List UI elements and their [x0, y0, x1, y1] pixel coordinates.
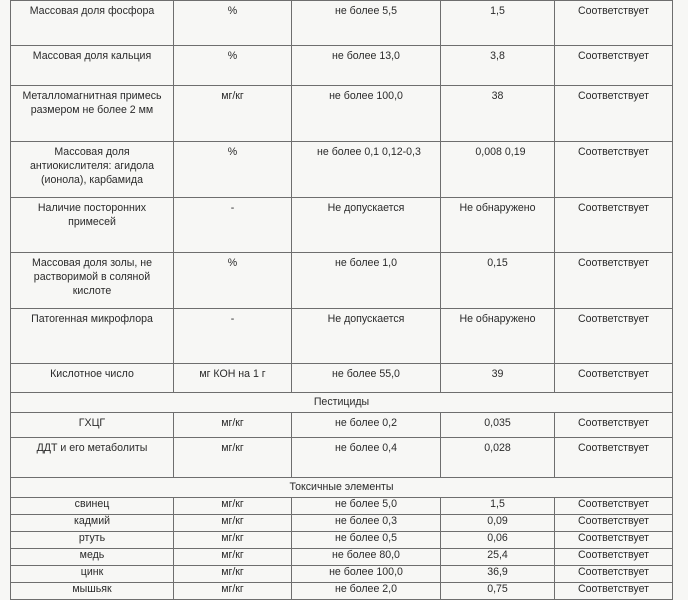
- table-row: [11, 198, 673, 253]
- norm-cell: не более 0,5: [292, 532, 441, 549]
- unit-cell: %: [174, 46, 292, 86]
- norm-cell: не более 5,5: [292, 1, 441, 46]
- conclusion-cell: Соответствует: [555, 198, 673, 253]
- norm-cell: Не допускается: [292, 309, 441, 364]
- norm-cell: не более 1,0: [292, 253, 441, 309]
- indicator-name-cell: Массовая доля фосфора: [11, 1, 174, 46]
- unit-cell: мг КОН на 1 г: [174, 364, 292, 393]
- unit-cell: %: [174, 142, 292, 198]
- unit-cell: мг/кг: [174, 498, 292, 515]
- norm-cell: не более 2,0: [292, 583, 441, 600]
- conclusion-cell: Соответствует: [555, 566, 673, 583]
- unit-cell: мг/кг: [174, 566, 292, 583]
- indicator-name-cell: Массовая доля кальция: [11, 46, 174, 86]
- table-row: [11, 413, 673, 438]
- indicator-name-cell: Металломагнитная примесь размером не более 2 мм: [11, 86, 174, 142]
- table-row: [11, 566, 673, 583]
- section-header-row: [11, 478, 673, 498]
- result-cell: 0,008 0,19: [441, 142, 555, 198]
- unit-cell: -: [174, 198, 292, 253]
- indicator-name-cell: ртуть: [11, 532, 174, 549]
- unit-cell: мг/кг: [174, 515, 292, 532]
- conclusion-cell: Соответствует: [555, 46, 673, 86]
- conclusion-cell: Соответствует: [555, 413, 673, 438]
- norm-cell: не более 100,0: [292, 86, 441, 142]
- result-cell: Не обнаружено: [441, 198, 555, 253]
- table-row: [11, 515, 673, 532]
- indicator-name-cell: мышьяк: [11, 583, 174, 600]
- result-cell: 0,15: [441, 253, 555, 309]
- unit-cell: мг/кг: [174, 549, 292, 566]
- conclusion-cell: Соответствует: [555, 438, 673, 478]
- norm-cell: не более 13,0: [292, 46, 441, 86]
- result-cell: 38: [441, 86, 555, 142]
- unit-cell: мг/кг: [174, 583, 292, 600]
- unit-cell: -: [174, 309, 292, 364]
- table-row: [11, 253, 673, 309]
- table-row: [11, 583, 673, 600]
- norm-cell: не более 80,0: [292, 549, 441, 566]
- result-cell: 1,5: [441, 1, 555, 46]
- conclusion-cell: Соответствует: [555, 498, 673, 515]
- norm-cell: не более 0,1 0,12-0,3: [292, 142, 441, 198]
- unit-cell: мг/кг: [174, 532, 292, 549]
- indicator-name-cell: цинк: [11, 566, 174, 583]
- norm-cell: не более 55,0: [292, 364, 441, 393]
- unit-cell: %: [174, 1, 292, 46]
- norm-cell: не более 0,2: [292, 413, 441, 438]
- conclusion-cell: Соответствует: [555, 142, 673, 198]
- result-cell: 0,09: [441, 515, 555, 532]
- table-row: [11, 438, 673, 478]
- result-cell: 1,5: [441, 498, 555, 515]
- conclusion-cell: Соответствует: [555, 583, 673, 600]
- conclusion-cell: Соответствует: [555, 532, 673, 549]
- indicator-name-cell: медь: [11, 549, 174, 566]
- conclusion-cell: Соответствует: [555, 515, 673, 532]
- section-header-row: [11, 393, 673, 413]
- indicator-name-cell: ДДТ и его метаболиты: [11, 438, 174, 478]
- table-row: [11, 1, 673, 46]
- table-row: [11, 364, 673, 393]
- section-title-toxic-elements: Токсичные элементы: [11, 478, 673, 498]
- table-row: [11, 498, 673, 515]
- conclusion-cell: Соответствует: [555, 309, 673, 364]
- indicator-name-cell: свинец: [11, 498, 174, 515]
- indicator-name-cell: Массовая доля золы, не растворимой в соляной кислоте: [11, 253, 174, 309]
- table-row: [11, 46, 673, 86]
- norm-cell: не более 0,4: [292, 438, 441, 478]
- table-row: [11, 549, 673, 566]
- norm-cell: не более 100,0: [292, 566, 441, 583]
- section-title-pesticides: Пестициды: [11, 393, 673, 413]
- quality-spec-table: [10, 0, 673, 600]
- table-row: [11, 142, 673, 198]
- conclusion-cell: Соответствует: [555, 1, 673, 46]
- indicator-name-cell: Наличие посторонних примесей: [11, 198, 174, 253]
- norm-cell: не более 0,3: [292, 515, 441, 532]
- conclusion-cell: Соответствует: [555, 549, 673, 566]
- indicator-name-cell: Кислотное число: [11, 364, 174, 393]
- norm-cell: Не допускается: [292, 198, 441, 253]
- result-cell: 25,4: [441, 549, 555, 566]
- result-cell: Не обнаружено: [441, 309, 555, 364]
- conclusion-cell: Соответствует: [555, 86, 673, 142]
- result-cell: 0,75: [441, 583, 555, 600]
- result-cell: 3,8: [441, 46, 555, 86]
- norm-cell: не более 5,0: [292, 498, 441, 515]
- result-cell: 0,035: [441, 413, 555, 438]
- result-cell: 0,028: [441, 438, 555, 478]
- unit-cell: мг/кг: [174, 413, 292, 438]
- unit-cell: %: [174, 253, 292, 309]
- table-row: [11, 86, 673, 142]
- indicator-name-cell: кадмий: [11, 515, 174, 532]
- result-cell: 0,06: [441, 532, 555, 549]
- table-row: [11, 532, 673, 549]
- conclusion-cell: Соответствует: [555, 364, 673, 393]
- conclusion-cell: Соответствует: [555, 253, 673, 309]
- unit-cell: мг/кг: [174, 86, 292, 142]
- unit-cell: мг/кг: [174, 438, 292, 478]
- indicator-name-cell: Массовая доля антиокислителя: агидола (ионола), карбамида: [11, 142, 174, 198]
- table-row: [11, 309, 673, 364]
- result-cell: 36,9: [441, 566, 555, 583]
- indicator-name-cell: ГХЦГ: [11, 413, 174, 438]
- result-cell: 39: [441, 364, 555, 393]
- indicator-name-cell: Патогенная микрофлора: [11, 309, 174, 364]
